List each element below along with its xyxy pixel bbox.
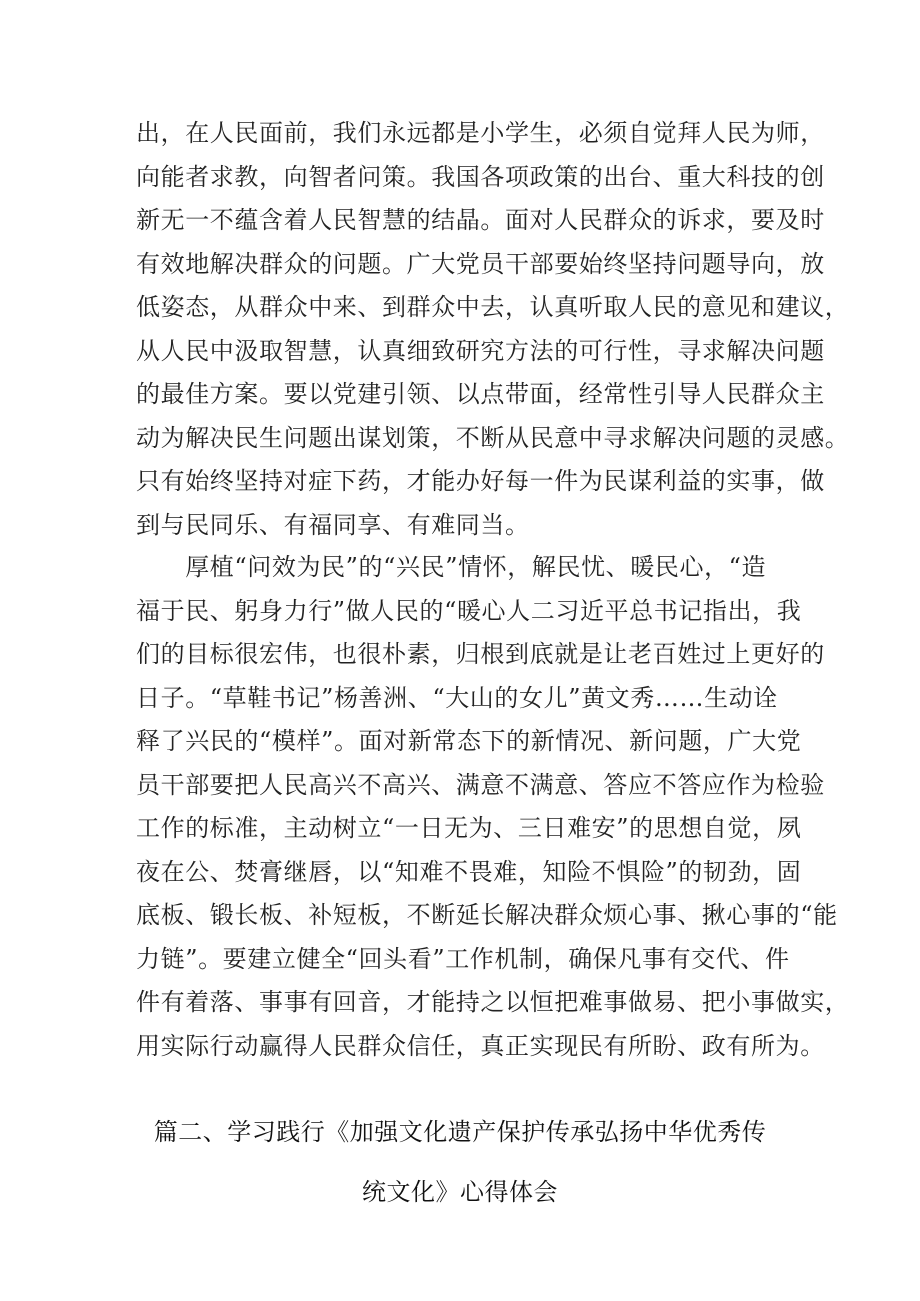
text-line: 新无一不蕴含着人民智慧的结晶。面对人民群众的诉求，要及时 (136, 206, 825, 234)
text-line: 员干部要把人民高兴不高兴、满意不满意、答应不答应作为检验 (136, 770, 825, 799)
text-line: 从人民中汲取智慧，认真细致研究方法的可行性，寻求解决问题 (136, 336, 825, 365)
text-line: 工作的标准，主动树立“一日无为、三日难安”的思想自觉，夙 (136, 814, 802, 842)
text-line: 到与民同乐、有福同享、有难同当。 (136, 510, 530, 539)
text-line: 动为解决民生问题出谋划策，不断从民意中寻求解决问题的灵感。 (136, 423, 850, 452)
text-line: 们的目标很宏伟，也很朴素，归根到底就是让老百姓过上更好的 (136, 640, 825, 668)
text-line: 低姿态，从群众中来、到群众中去，认真听取人民的意见和建议， (136, 293, 850, 321)
text-line: 底板、锻长板、补短板，不断延长解决群众烦心事、揪心事的“能 (136, 901, 838, 929)
section-heading (0, 1102, 920, 1222)
text-line: 件有着落、事事有回音，才能持之以恒把难事做易、把小事做实， (136, 988, 850, 1016)
text-line: 的最佳方案。要以党建引领、以点带面，经常性引导人民群众主 (136, 380, 825, 408)
text-line: 向能者求教，向智者问策。我国各项政策的出台、重大科技的创 (136, 162, 825, 191)
text-line: 厚植“问效为民”的“兴民”情怀，解民忧、暖民心，“造 (136, 553, 767, 581)
text-line: 只有始终坚持对症下药，才能办好每一件为民谋利益的实事，做 (136, 467, 825, 495)
body-paragraph-2 (136, 546, 850, 1068)
text-line: 释了兴民的“模样”。面对新常态下的新情况、新问题，广大党 (136, 727, 802, 755)
section-heading-line-2: 统文化》心得体会 (362, 1178, 558, 1206)
text-line: 夜在公、焚膏继唇，以“知难不畏难，知险不惧险”的韧劲，固 (136, 857, 802, 886)
text-line: 用实际行动赢得人民群众信任，真正实现民有所盼、政有所为。 (136, 1031, 825, 1060)
text-line: 福于民、躬身力行”做人民的“暖心人二习近平总书记指出，我 (136, 596, 802, 625)
body-paragraph-1 (136, 112, 850, 547)
text-line: 力链”。要建立健全“回头看”工作机制，确保凡事有交代、件 (136, 944, 790, 973)
text-line: 出，在人民面前，我们永远都是小学生，必须自觉拜人民为师， (136, 119, 825, 147)
text-line: 有效地解决群众的问题。广大党员干部要始终坚持问题导向，放 (136, 249, 825, 278)
text-line: 日子。“草鞋书记”杨善洲、“大山的女儿”黄文秀……生动诠 (136, 683, 778, 712)
section-heading-line-1: 篇二、学习践行《加强文化遗产保护传承弘扬中华优秀传 (153, 1118, 767, 1146)
